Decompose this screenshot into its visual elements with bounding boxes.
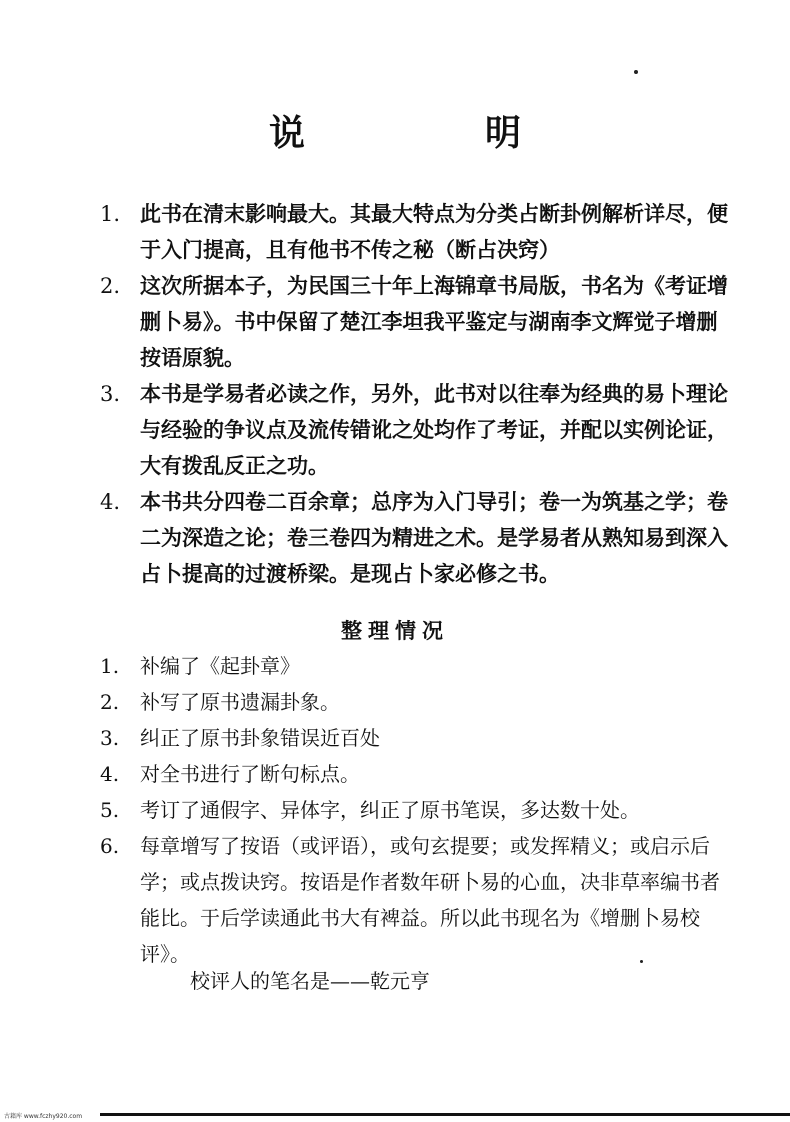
item-number: 6. <box>100 834 120 858</box>
intro-item-4 <box>100 484 730 592</box>
arrangement-item-2 <box>100 684 730 720</box>
item-number: 2. <box>100 274 121 298</box>
intro-list <box>100 196 730 592</box>
scan-speck <box>634 70 638 74</box>
item-number: 2. <box>100 690 120 714</box>
item-number: 3. <box>100 726 120 750</box>
signature-line: 校评人的笔名是——乾元亨 <box>190 969 430 993</box>
arrangement-item-3 <box>100 720 730 756</box>
footer-watermark-text: 古籍库 www.fczhy920.com <box>4 1113 83 1120</box>
item-text: 本书共分四卷二百余章；总序为入门导引；卷一为筑基之学；卷二为深造之论；卷三卷四为精进之术。是学易者从熟知易到深入占卜提高的过渡桥梁。是现占卜家必修之书。 <box>140 489 728 586</box>
item-number: 1. <box>100 202 121 226</box>
item-number: 3. <box>100 382 121 406</box>
arrangement-item-6 <box>100 828 730 972</box>
intro-item-3 <box>100 376 730 484</box>
footer-rule <box>100 1113 790 1116</box>
item-text: 本书是学易者必读之作，另外，此书对以往奉为经典的易卜理论与经验的争议点及流传错讹之处均作了考证，并配以实例论证，大有拨乱反正之功。 <box>140 381 728 478</box>
item-text: 补编了《起卦章》 <box>140 654 300 678</box>
item-text: 纠正了原书卦象错误近百处 <box>140 726 380 750</box>
page-title: 说 明 <box>268 112 593 154</box>
intro-item-1 <box>100 196 730 268</box>
arrangement-list <box>100 648 730 972</box>
item-number: 5. <box>100 798 120 822</box>
intro-item-2 <box>100 268 730 376</box>
item-text: 对全书进行了断句标点。 <box>140 762 360 786</box>
arrangement-item-5 <box>100 792 730 828</box>
item-number: 4. <box>100 490 121 514</box>
item-text: 此书在清末影响最大。其最大特点为分类占断卦例解析详尽，便于入门提高，且有他书不传之秘（断占决窍） <box>140 201 728 262</box>
section-subtitle: 整理情况 <box>341 618 449 643</box>
item-text: 考订了通假字、异体字，纠正了原书笔误，多达数十处。 <box>140 798 640 822</box>
item-number: 4. <box>100 762 120 786</box>
item-text: 补写了原书遗漏卦象。 <box>140 690 340 714</box>
item-text: 这次所据本子，为民国三十年上海锦章书局版，书名为《考证增删卜易》。书中保留了楚江李坦我平鉴定与湖南李文辉觉子增删按语原貌。 <box>140 273 728 370</box>
arrangement-item-4 <box>100 756 730 792</box>
item-number: 1. <box>100 654 120 678</box>
scan-speck <box>640 960 643 963</box>
item-text: 每章增写了按语（或评语），或句玄提要；或发挥精义；或启示后学；或点拨诀窍。按语是作者数年研卜易的心血，决非草率编书者能比。于后学读通此书大有裨益。所以此书现名为《增删卜易校评》。 <box>140 834 720 966</box>
arrangement-item-1 <box>100 648 730 684</box>
